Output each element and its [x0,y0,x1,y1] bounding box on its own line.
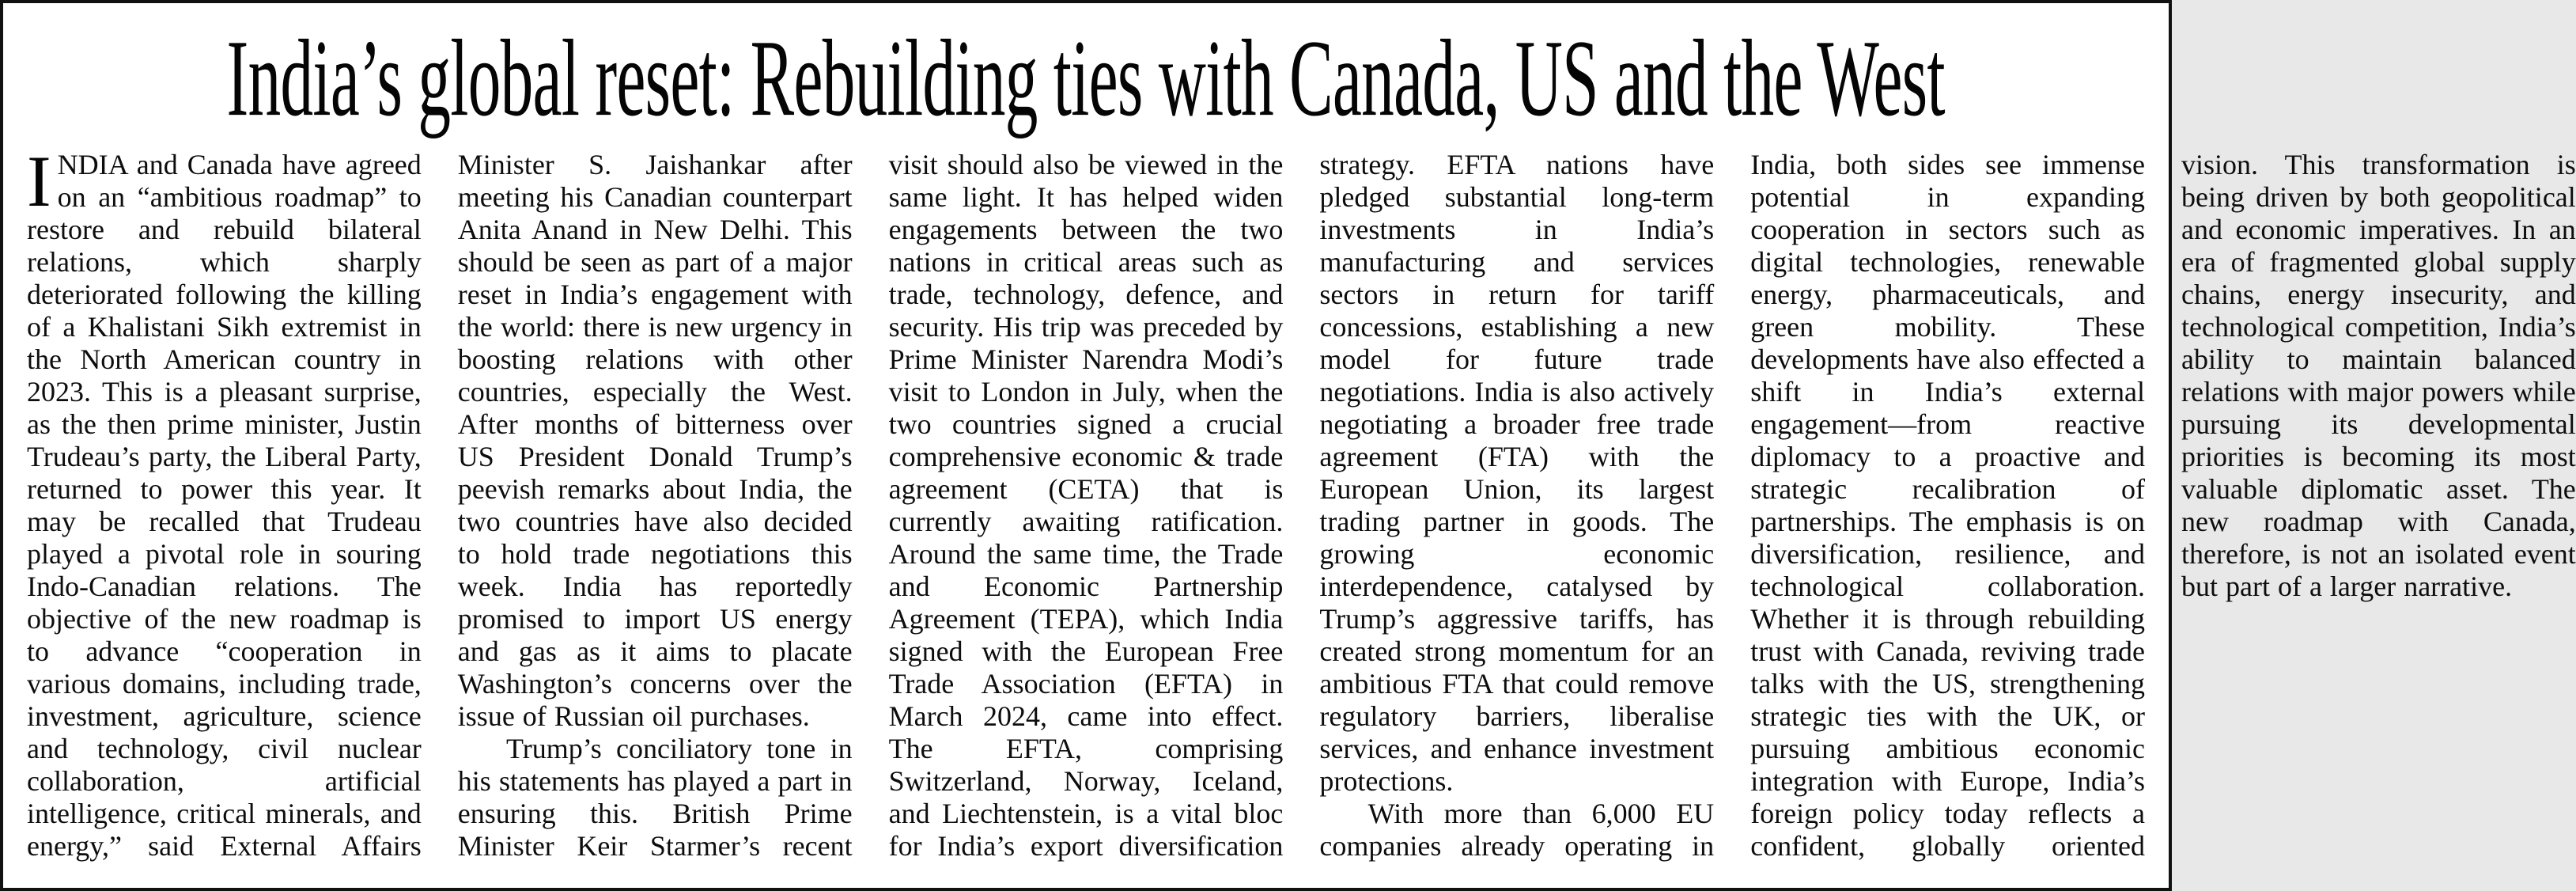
article-paragraph-2: Trump’s conciliatory tone in his statements has played a part in ensuring this. British Prime Minister Keir Starmer’s recent visit should also be viewed in the same light. It has helped widen engagements between the two nations in critical areas such as trade, technology, defence, and security. His trip was preceded by Prime Minister Narendra Modi’s visit to London in July, when the two countries signed a crucial comprehensive economic & trade agreement (CETA) that is currently awaiting ratification. Around the same time, the Trade and Economic Partnership Agreement (TEPA), which India signed with the European Free Trade Association (EFTA) in March 2024, came into effect. The EFTA, comprising Switzerland, Norway, Iceland, and Liechtenstein, is a vital bloc for India’s export diversification strategy. EFTA nations have pledged substantial long-term investments in India’s manufacturing and services sectors in return for tariff concessions, establishing a new model for future trade negotiations. India is also actively negotiating a broader free trade agreement (FTA) with the European Union, its largest trading partner in goods. The growing economic interdependence, catalysed by Trump’s aggressive tariffs, has created strong momentum for an ambitious FTA that could remove regulatory barriers, liberalise services, and enhance investment protections. [457,149,1715,862]
article-paragraph-1: INDIA and Canada have agreed on an “ambitious roadmap” to restore and rebuild bilateral relations, which sharply deteriorated following the killing of a Khalistani Sikh extremist in the North American country in 2023. This is a pleasant surprise, as the then prime minister, Justin Trudeau’s party, the Liberal Party, returned to power this year. It may be recalled that Trudeau played a pivotal role in souring Indo-Canadian relations. The objective of the new roadmap is to advance “cooperation in various domains, including trade, investment, agriculture, science and technology, civil nuclear collaboration, artificial intelligence, critical minerals, and energy,” said External Affairs Minister S. Jaishankar after meeting his Canadian counterpart Anita Anand in New Delhi. This should be seen as part of a major reset in India’s engagement with the world: there is new urgency in boosting relations with other countries, especially the West. After months of bitterness over US President Donald Trump’s peevish remarks about India, the two countries have also decided to hold trade negotiations this week. India has reportedly promised to import US energy and gas as it aims to placate Washington’s concerns over the issue of Russian oil purchases. [27,141,853,862]
article-paragraph-3: With more than 6,000 EU companies already operating in India, both sides see immense potential in expanding cooperation in sectors such as digital technologies, renewable energy, pharmaceuticals, and green mobility. These developments have also effected a shift in India’s external engagement—from reactive diplomacy to a proactive and strategic recalibration of partnerships. The emphasis is on diversification, resilience, and technological collaboration. Whether it is through rebuilding trust with Canada, reviving trade talks with the US, strengthening strategic ties with the UK, or pursuing ambitious economic integration with Europe, India’s foreign policy today reflects a confident, globally oriented vision. This transformation is being driven by both geopolitical and economic imperatives. In an era of fragmented global supply chains, energy insecurity, and technological competition, India’s ability to maintain balanced relations with major powers while pursuing its developmental priorities is becoming its most valuable diplomatic asset. The new roadmap with Canada, therefore, is not an isolated event but part of a larger narrative. [1319,149,2576,862]
article-headline: India’s global reset: Rebuilding ties with Canada, US and the West [226,17,1946,139]
article-body [27,141,2576,881]
headline-container [3,17,2169,139]
